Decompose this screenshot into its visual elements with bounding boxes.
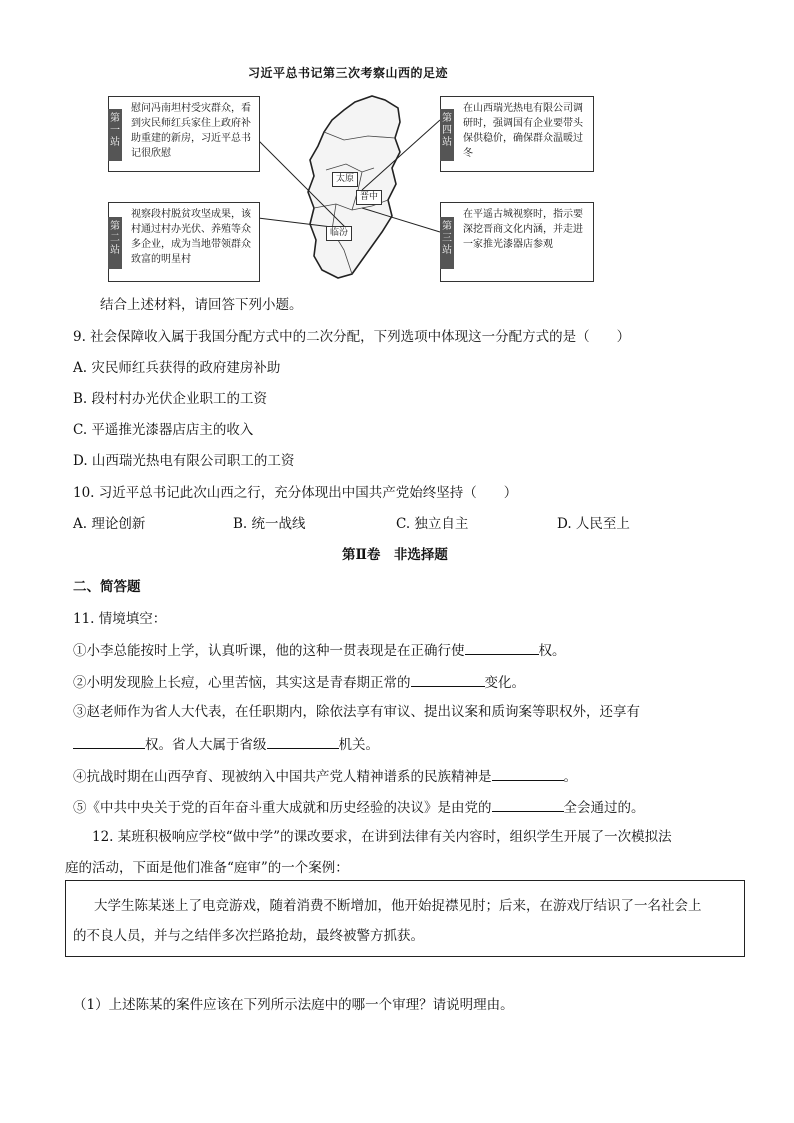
q11-stem: 11. 情境填空：: [73, 611, 167, 627]
stop-1-tag: 第一站: [108, 109, 122, 161]
q11-item-4-suffix: 。: [563, 769, 577, 785]
stop-2-tag: 第二站: [108, 217, 122, 269]
figure-title: 习近平总书记第三次考察山西的足迹: [248, 66, 449, 80]
stop-2-text: 视察段村脱贫攻坚成果，该村通过村办光伏、养殖等众多企业，成为当地带领群众致富的明星村: [131, 209, 251, 265]
q9-option-a: A. 灾民师红兵获得的政府建房补助: [73, 360, 281, 376]
stop-2-box: [108, 202, 260, 282]
q9-option-d: D. 山西瑞光热电有限公司职工的工资: [73, 453, 295, 469]
q10-option-d: D. 人民至上: [557, 516, 630, 532]
q10-option-b: B. 统一战线: [233, 516, 306, 532]
q11-item-4-text: ④抗战时期在山西孕育、现被纳入中国共产党人精神谱系的民族精神是: [73, 769, 492, 785]
blank-1[interactable]: [465, 640, 539, 655]
blank-6[interactable]: [492, 797, 564, 812]
q9-option-c: C. 平遥推光漆器店店主的收入: [73, 422, 254, 438]
q11-item-2-suffix: 变化。: [484, 675, 525, 691]
q12-sub-1: （1）上述陈某的案件应该在下列所示法庭中的哪一个审理？请说明理由。: [73, 997, 514, 1013]
q12-line-1: 12. 某班积极响应学校“做中学”的课改要求，在讲到法律有关内容时，组织学生开展了一次模拟法: [92, 829, 672, 845]
q11-item-5-suffix: 全会通过的。: [563, 800, 645, 816]
province-outline: [308, 96, 400, 278]
map-label-jinzhong: 晋中: [356, 190, 382, 205]
q9-option-b: B. 段村村办光伏企业职工的工资: [73, 391, 268, 407]
q11-item-3-cont: [73, 734, 379, 754]
blank-4[interactable]: [267, 734, 339, 749]
q11-item-5-text: ⑤《中共中央关于党的百年奋斗重大成就和历史经验的决议》是由党的: [73, 800, 492, 816]
map-label-linfen: 临汾: [326, 226, 352, 241]
map-label-taiyuan: 太原: [332, 172, 358, 187]
q11-item-1: [73, 640, 566, 660]
stop-3-text: 在平遥古城视察时，指示要深挖晋商文化内涵，并走进一家推光漆器店参观: [463, 209, 583, 250]
case-box: [65, 880, 745, 957]
q11-item-1-text: ①小李总能按时上学，认真听课，他的这种一贯表现是在正确行使: [73, 643, 465, 659]
q10-option-a: A. 理论创新: [73, 516, 146, 532]
q10-option-c: C. 独立自主: [396, 516, 469, 532]
q10-stem: 10. 习近平总书记此次山西之行，充分体现出中国共产党始终坚持（ ）: [73, 485, 518, 501]
blank-2[interactable]: [411, 672, 485, 687]
stop-3-box: [440, 202, 594, 282]
q11-item-5: [73, 797, 645, 817]
q11-item-3-suffix: 机关。: [338, 737, 379, 753]
stop-4-text: 在山西瑞光热电有限公司调研时，强调国有企业要带头保供稳价，确保群众温暖过冬: [463, 103, 583, 159]
stop-4-box: [440, 96, 594, 172]
section-2-title: 第Ⅱ卷 非选择题: [342, 547, 448, 563]
q9-stem: 9. 社会保障收入属于我国分配方式中的二次分配，下列选项中体现这一分配方式的是（ ）: [73, 329, 631, 345]
q11-item-2: [73, 672, 525, 692]
section-heading: 二、简答题: [73, 579, 141, 595]
blank-3[interactable]: [73, 734, 145, 749]
q11-item-3: ③赵老师作为省人大代表，在任职期内，除依法享有审议、提出议案和质询案等职权外，还享有: [73, 704, 640, 720]
stop-1-box: [108, 96, 260, 172]
blank-5[interactable]: [492, 766, 564, 781]
q11-item-1-suffix: 权。: [538, 643, 566, 659]
stop-3-tag: 第三站: [440, 217, 454, 269]
q12-line-2: 庭的活动，下面是他们准备“庭审”的一个案例：: [65, 860, 349, 876]
q11-item-4: [73, 766, 577, 786]
case-line-2: 的不良人员，并与之结伴多次拦路抢劫，最终被警方抓获。: [73, 928, 424, 944]
stop-4-tag: 第四站: [440, 109, 454, 161]
map-figure: [100, 60, 620, 285]
intro-text: 结合上述材料，请回答下列小题。: [100, 297, 303, 313]
q11-item-2-text: ②小明发现脸上长痘，心里苦恼，其实这是青春期正常的: [73, 675, 411, 691]
case-line-1: 大学生陈某迷上了电竞游戏，随着消费不断增加，他开始捉襟见肘；后来，在游戏厅结识了一名社会上: [94, 898, 702, 914]
stop-1-text: 慰问冯南坦村受灾群众，看到灾民师红兵家住上政府补助重建的新房，习近平总书记很欣慰: [131, 103, 251, 159]
q11-item-3-middle: 权。省人大属于省级: [145, 737, 267, 753]
